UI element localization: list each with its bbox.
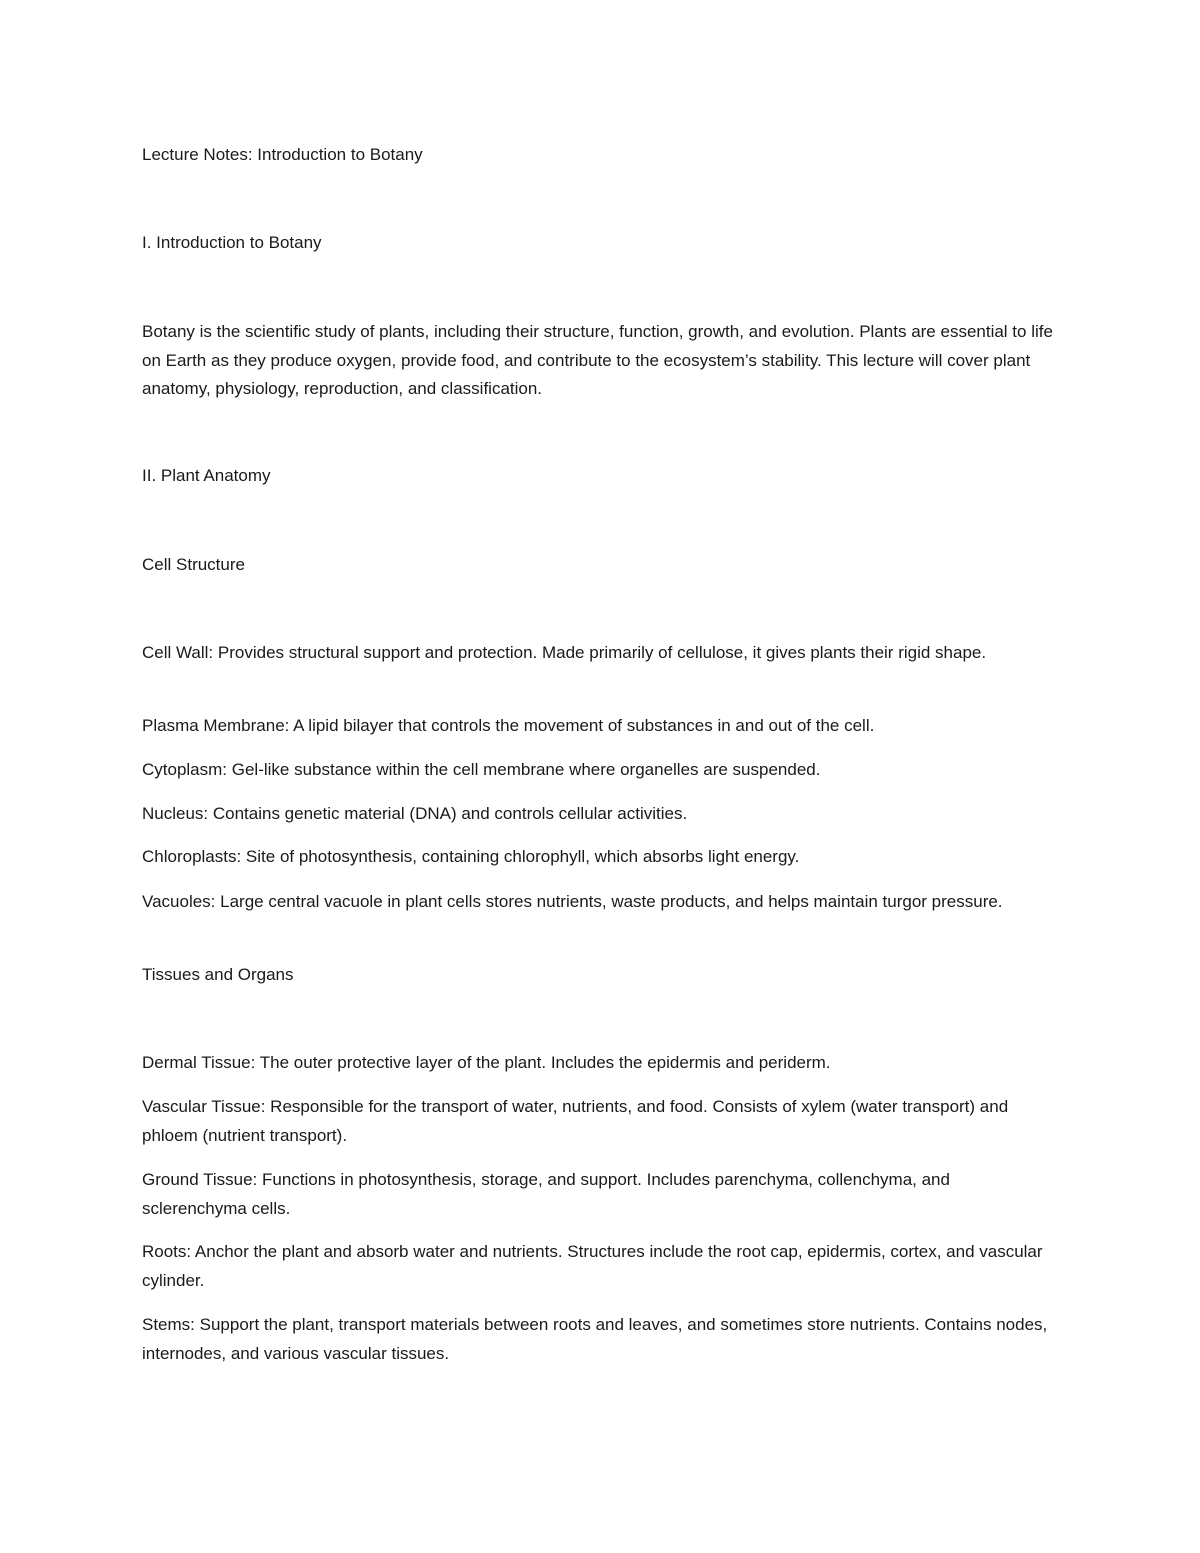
list-item-cell-wall: Cell Wall: Provides structural support and protection. Made primarily of cellulose, it gives plants their rigid shape.	[142, 643, 987, 662]
list-item-vascular-tissue: Vascular Tissue: Responsible for the transport of water, nutrients, and food. Consists of xylem (water transport) and phloem (nutrient transport).	[142, 1097, 1009, 1145]
list-item-roots: Roots: Anchor the plant and absorb water and nutrients. Structures include the root cap, epidermis, cortex, and vascular cylinder.	[142, 1242, 1043, 1290]
list-item-cytoplasm: Cytoplasm: Gel-like substance within the cell membrane where organelles are suspended.	[142, 760, 821, 779]
subheading-cell-structure: Cell Structure	[142, 555, 245, 574]
list-item-plasma-membrane: Plasma Membrane: A lipid bilayer that controls the movement of substances in and out of the cell.	[142, 716, 875, 735]
list-item-chloroplasts: Chloroplasts: Site of photosynthesis, containing chlorophyll, which absorbs light energy.	[142, 847, 800, 866]
subheading-tissues-and-organs: Tissues and Organs	[142, 965, 294, 984]
section-heading-plant-anatomy: II. Plant Anatomy	[142, 466, 271, 485]
list-item-dermal-tissue: Dermal Tissue: The outer protective layer of the plant. Includes the epidermis and periderm.	[142, 1053, 831, 1072]
list-item-vacuoles: Vacuoles: Large central vacuole in plant cells stores nutrients, waste products, and helps maintain turgor pressure.	[142, 892, 1003, 911]
list-item-nucleus: Nucleus: Contains genetic material (DNA) and controls cellular activities.	[142, 804, 688, 823]
list-item-stems: Stems: Support the plant, transport materials between roots and leaves, and sometimes store nutrients. Contains nodes, internodes, and various vascular tissues.	[142, 1315, 1048, 1363]
list-item-ground-tissue: Ground Tissue: Functions in photosynthesis, storage, and support. Includes parenchyma, collenchyma, and sclerenchyma cells.	[142, 1170, 950, 1218]
document-title: Lecture Notes: Introduction to Botany	[142, 145, 423, 164]
introduction-paragraph: Botany is the scientific study of plants, including their structure, function, growth, and evolution. Plants are essential to life on Earth as they produce oxygen, provide food, and contribute to the ecosystem’s stability. This lecture will cover plant anatomy, physiology, reproduction, and classification.	[142, 322, 1053, 398]
section-heading-introduction: I. Introduction to Botany	[142, 233, 322, 252]
